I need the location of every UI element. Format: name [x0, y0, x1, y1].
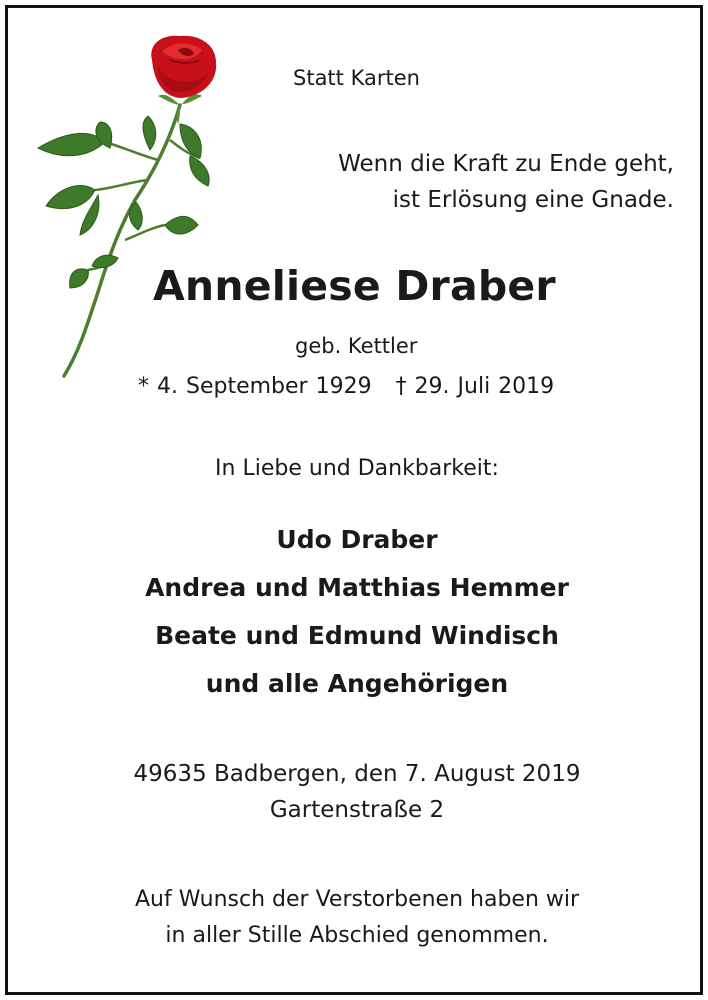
mourners-list — [8, 516, 706, 708]
closing-note — [8, 882, 706, 954]
statt-karten-label: Statt Karten — [293, 66, 420, 90]
place-date: 49635 Badbergen, den 7. August 2019 — [133, 761, 581, 787]
mourner-name: Beate und Edmund Windisch — [155, 621, 559, 650]
red-rose-icon — [30, 30, 230, 380]
mourner-name: Andrea und Matthias Hemmer — [145, 573, 569, 602]
thanks-line: In Liebe und Dankbarkeit: — [215, 456, 499, 481]
death-date: † 29. Juli 2019 — [395, 374, 555, 399]
quote-line-1: Wenn die Kraft zu Ende geht, — [338, 151, 674, 177]
birth-date: * 4. September 1929 — [138, 374, 372, 399]
closing-line-2: in aller Stille Abschied genommen. — [165, 923, 549, 948]
street-address: Gartenstraße 2 — [269, 797, 445, 823]
quote-line-2: ist Erlösung eine Gnade. — [392, 187, 674, 213]
deceased-name: Anneliese Draber — [153, 262, 556, 310]
life-dates — [138, 374, 554, 399]
mourner-name: und alle Angehörigen — [205, 669, 509, 698]
closing-line-1: Auf Wunsch der Verstorbenen haben wir — [134, 887, 580, 912]
quote — [338, 146, 674, 218]
address-block — [8, 756, 706, 828]
obituary-notice — [5, 5, 703, 995]
maiden-name: geb. Kettler — [295, 334, 418, 358]
mourner-name: Udo Draber — [276, 525, 438, 554]
